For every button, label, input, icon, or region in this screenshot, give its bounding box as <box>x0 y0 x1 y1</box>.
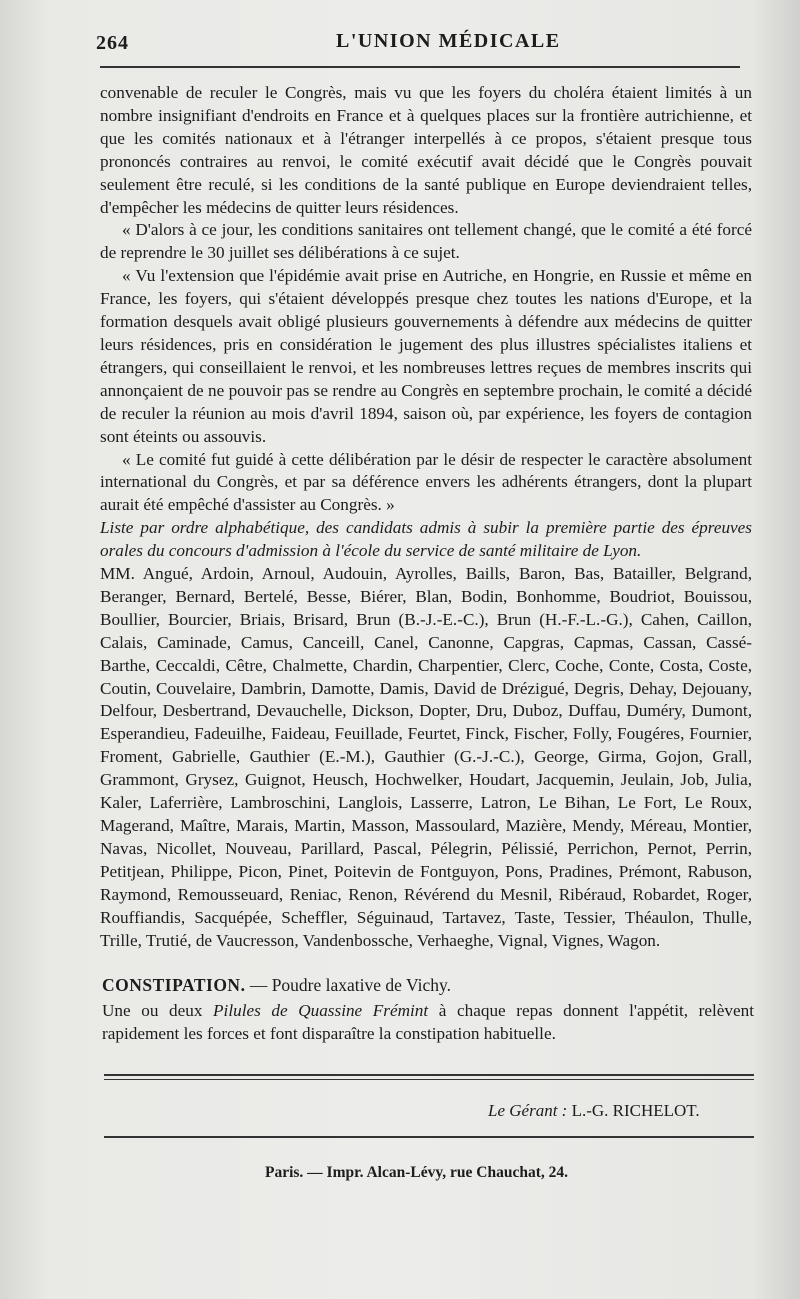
candidate-list-heading: Liste par ordre alphabétique, des candidats admis à subir la première partie des épreuves orales du concours d'admission à l'école du service de santé militaire de Lyon. <box>100 518 752 561</box>
advert-title-caps: CONSTIPATION. <box>102 975 246 995</box>
running-title: L'UNION MÉDICALE <box>336 30 561 52</box>
header-rule <box>100 66 740 68</box>
paragraph-3: « Vu l'extension que l'épidémie avait prise en Autriche, en Hongrie, en Russie et même en France, les foyers, qui s'étaient développés presque chez toutes les nations d'Europe, et la formation desquels avait obligé plusieurs gouvernements à défendre aux médecins de quitter leurs résidences, pris en considération le jugement des plus illustres spécialistes italiens et étrangers, qui conseillaient le renvoi, et les nombreuses lettres reçues de membres inscrits qui annonçaient de ne pouvoir pas se rendre au Congrès en septembre prochain, le comité a décidé de reculer la réunion au mois d'avril 1894, saison où, par expérience, les foyers de contagion sont éteints ou assouvis. <box>100 266 752 446</box>
article-body <box>100 82 752 952</box>
gerant-label: Le Gérant : <box>488 1101 568 1120</box>
page-number: 264 <box>96 32 129 54</box>
footer-rule-top <box>104 1074 754 1076</box>
gerant-name: L.-G. RICHELOT. <box>567 1101 700 1120</box>
advert-body <box>102 1000 754 1046</box>
gerant-signature <box>488 1101 700 1121</box>
advert-text-after: à chaque repas donnent l'appétit, relèvent rapidement les forces et font disparaître la constipation habituelle. <box>102 1001 755 1043</box>
candidate-names: MM. Angué, Ardoin, Arnoul, Audouin, Ayrolles, Baills, Baron, Bas, Batailler, Belgrand, Beranger, Bernard, Bertelé, Besse, Biérer, Blan, Bodin, Bonhomme, Boudriot, Bouissou, Boullier, Bourcier, Briais, Brisard, Brun (B.-J.-E.-C.), Brun (H.-F.-L.-G.), Cahen, Caillon, Calais, Caminade, Camus, Canceill, Canel, Canonne, Capgras, Capmas, Cassan, Cassé-Barthe, Ceccaldi, Cêtre, Chalmette, Chardin, Charpentier, Clerc, Coche, Conte, Costa, Coste, Coutin, Couvelaire, Dambrin, Damotte, Damis, David de Drézigué, Degris, Dehay, Dejouany, Delfour, Desbertrand, Devauchelle, Dickson, Dopter, Dru, Duboz, Duffau, Duméry, Dumont, Esperandieu, Fadeuilhe, Faideau, Feuillade, Feurtet, Finck, Fischer, Folly, Fougéres, Fournier, Froment, Gabrielle, Gauthier (E.-M.), Gauthier (G.-J.-C.), George, Girma, Gojon, Grall, Grammont, Grysez, Guignot, Heusch, Hochwelker, Houdart, Jacquemin, Jeulain, Job, Julia, Kaler, Laferrière, Lambroschini, Langlois, Lasserre, Latron, Le Bihan, Le Fort, Le Roux, Magerand, Maître, Marais, Martin, Masson, Massoulard, Mazière, Mendy, Méreau, Montier, Navas, Nicollet, Nouveau, Parillard, Pascal, Pélegrin, Pélissié, Perrichon, Pernot, Perrin, Petitjean, Philippe, Picon, Pinet, Poitevin de Fontguyon, Pons, Pradines, Prémont, Rabuson, Raymond, Remousseuard, Reniac, Renon, Révérend du Mesnil, Ribéraud, Robardet, Roger, Rouffiandis, Sacquépée, Scheffler, Séguinaud, Tartavez, Taste, Tessier, Théaulon, Thulle, Trille, Trutié, de Vaucresson, Vandenbossche, Verhaeghe, Vignal, Vignes, Wagon. <box>100 564 752 950</box>
footer-rule-bottom <box>104 1136 754 1138</box>
advert-text-before: Une ou deux <box>102 1001 214 1020</box>
advert-title <box>102 975 451 996</box>
paragraph-2: « D'alors à ce jour, les conditions sanitaires ont tellement changé, que le comité a été forcé de reprendre le 30 juillet ses délibérations à ce sujet. <box>100 220 752 263</box>
paragraph-1: convenable de reculer le Congrès, mais vu que les foyers du choléra étaient limités à un nombre insignifiant d'endroits en France et à quelques places sur la frontière autrichienne, et que les comités nationaux et à l'étranger interpellés à ce propos, s'étaient presque tous prononcés contraires au renvoi, le comité exécutif avait décidé que le Congrès pouvait seulement être reculé, si les conditions de la santé publique en Europe deviendraient telles, d'empêcher les médecins de quitter leurs résidences. <box>100 83 752 217</box>
page-header <box>96 28 746 58</box>
footer-rule-top-thin <box>104 1079 754 1080</box>
advert-paragraph <box>102 1000 754 1046</box>
advert-brand: Pilules de Quassine Frémint <box>213 1001 429 1020</box>
advert-subtitle: — Poudre laxative de Vichy. <box>245 975 451 995</box>
printer-imprint: Paris. — Impr. Alcan-Lévy, rue Chauchat, 24. <box>265 1164 568 1181</box>
paragraph-4: « Le comité fut guidé à cette délibération par le désir de respecter le caractère absolument international du Congrès, et par sa déférence envers les adhérents étrangers, dont la plupart aurait été empêché d'assister au Congrès. » <box>100 449 752 515</box>
